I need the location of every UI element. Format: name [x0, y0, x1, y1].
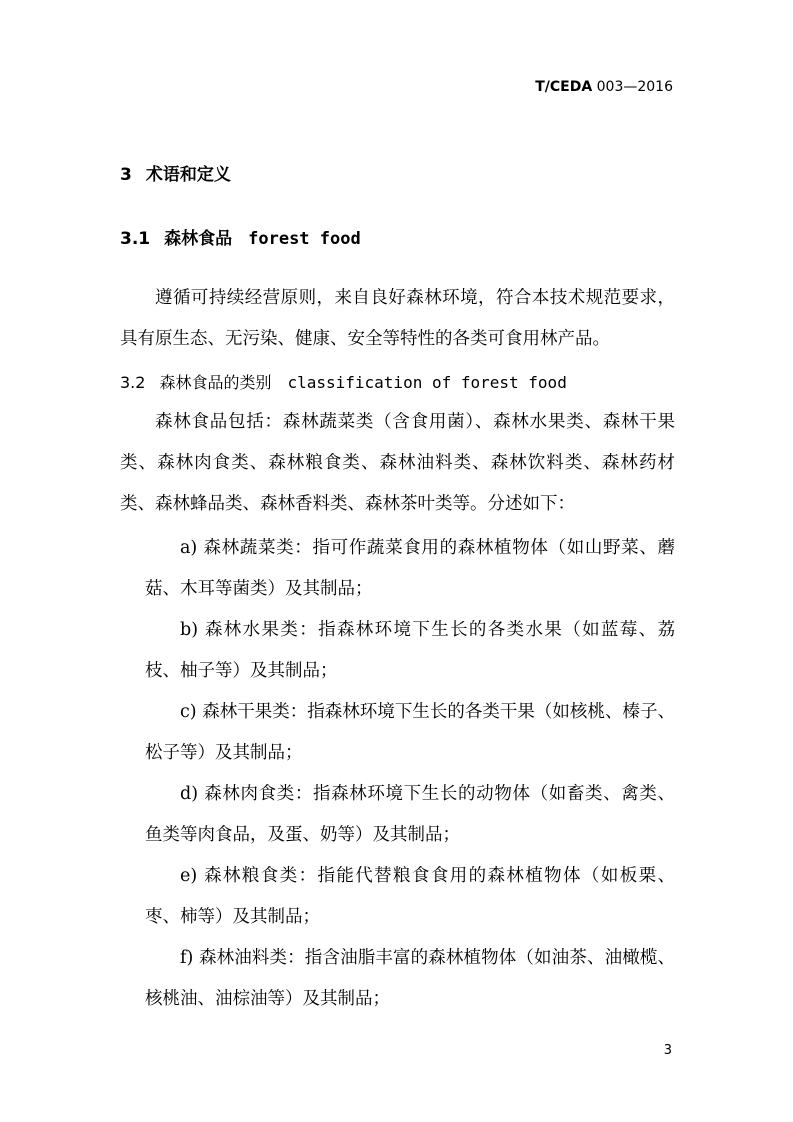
section-number: 3 — [120, 165, 132, 185]
term-title-en: forest food — [248, 229, 361, 249]
section-number: 3.1 — [120, 229, 151, 249]
standard-code-prefix: T/CEDA — [535, 79, 593, 95]
term-title-zh: 森林食品的类别 — [159, 373, 272, 392]
standard-code-header — [535, 79, 673, 95]
list-item: a) 森林蔬菜类：指可作蔬菜食用的森林植物体（如山野菜、蘑菇、木耳等菌类）及其制品； — [145, 538, 675, 599]
section-3-heading — [120, 160, 231, 185]
term-definition: 遵循可持续经营原则，来自良好森林环境，符合本技术规范要求，具有原生态、无污染、健康、安全等特性的各类可食用林产品。 — [120, 288, 675, 349]
list-item: d) 森林肉食类：指森林环境下生长的动物体（如畜类、禽类、鱼类等肉食品，及蛋、奶等）及其制品； — [145, 784, 675, 845]
section-3-2-heading — [120, 370, 567, 393]
classification-intro: 森林食品包括：森林蔬菜类（含食用菌）、森林水果类、森林干果类、森林肉食类、森林粮食类、森林油料类、森林饮料类、森林药材类、森林蜂品类、森林香料类、森林茶叶类等。分述如下： — [120, 412, 675, 514]
section-title: 术语和定义 — [145, 165, 231, 185]
section-3-1-heading — [120, 224, 361, 249]
list-item: b) 森林水果类：指森林环境下生长的各类水果（如蓝莓、荔枝、柚子等）及其制品； — [145, 620, 675, 681]
standard-code-number: 003—2016 — [592, 79, 673, 95]
term-title-zh: 森林食品 — [164, 229, 233, 249]
term-title-en: classification of forest food — [287, 373, 567, 392]
section-number: 3.2 — [120, 373, 146, 392]
page-number: 3 — [663, 1043, 672, 1058]
list-item: e) 森林粮食类：指能代替粮食食用的森林植物体（如板栗、枣、柿等）及其制品； — [145, 866, 675, 927]
list-item: f) 森林油料类：指含油脂丰富的森林植物体（如油茶、油橄榄、核桃油、油棕油等）及其制品； — [145, 948, 675, 1009]
list-item: c) 森林干果类：指森林环境下生长的各类干果（如核桃、榛子、松子等）及其制品； — [145, 702, 675, 763]
